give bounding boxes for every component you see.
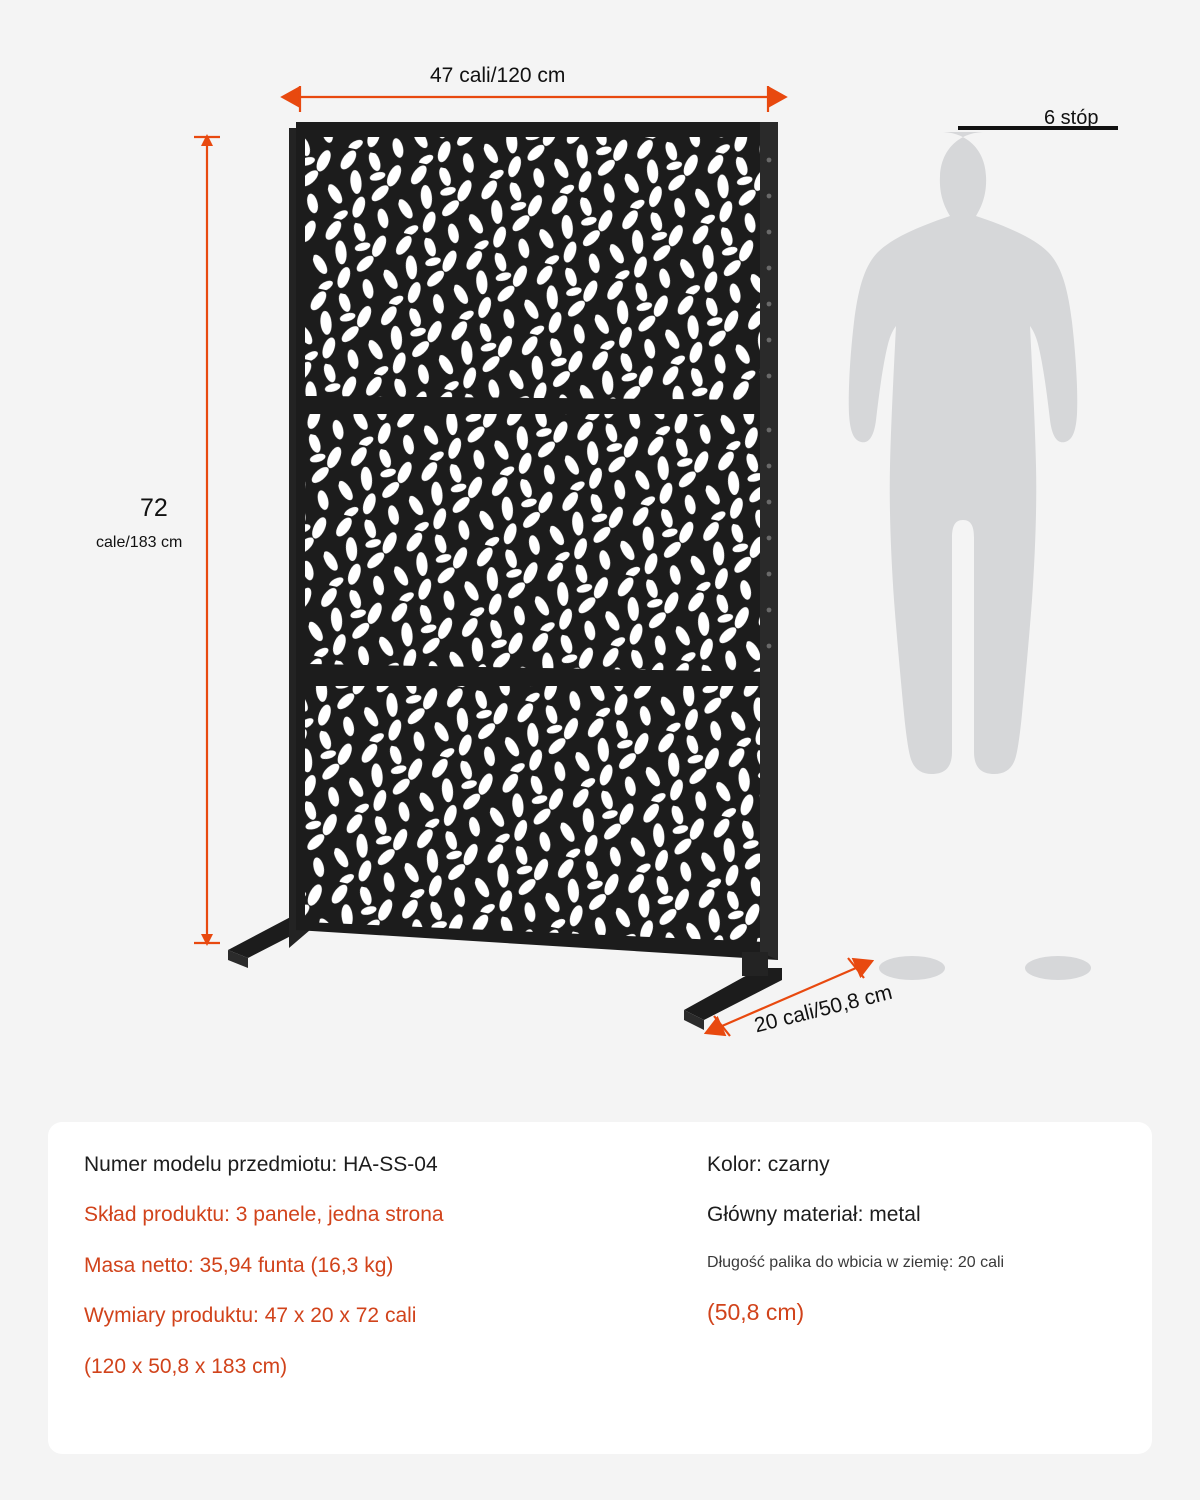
spec-net-weight: Masa netto: 35,94 funta (16,3 kg) [84,1253,394,1277]
spec-color: Kolor: czarny [707,1153,830,1176]
depth-dimension-label: 20 cali/50,8 cm [752,980,895,1038]
product-spec-card [48,1122,1152,1454]
person-height-label: 6 stóp [1044,107,1099,129]
spec-material: Główny materiał: metal [707,1203,921,1227]
spec-stake-length-cm: (50,8 cm) [707,1299,805,1326]
spec-composition: Skład produktu: 3 panele, jedna strona [84,1203,444,1227]
decorative-screen [296,122,778,960]
height-dimension-sublabel: cale/183 cm [96,534,183,551]
height-dimension-label: 72 [140,494,168,522]
spec-dimensions-inches: Wymiary produktu: 47 x 20 x 72 cali [84,1304,417,1328]
spec-dimensions-cm: (120 x 50,8 x 183 cm) [84,1354,288,1378]
spec-column-left [84,1150,663,1426]
spec-model-number: Numer modelu przedmiotu: HA-SS-04 [84,1153,438,1176]
spec-stake-length: Długość palika do wbicia w ziemię: 20 cali [707,1253,1005,1271]
spec-column-right [663,1150,1116,1426]
person-silhouette [849,132,1091,980]
width-dimension-label: 47 cali/120 cm [430,64,566,87]
